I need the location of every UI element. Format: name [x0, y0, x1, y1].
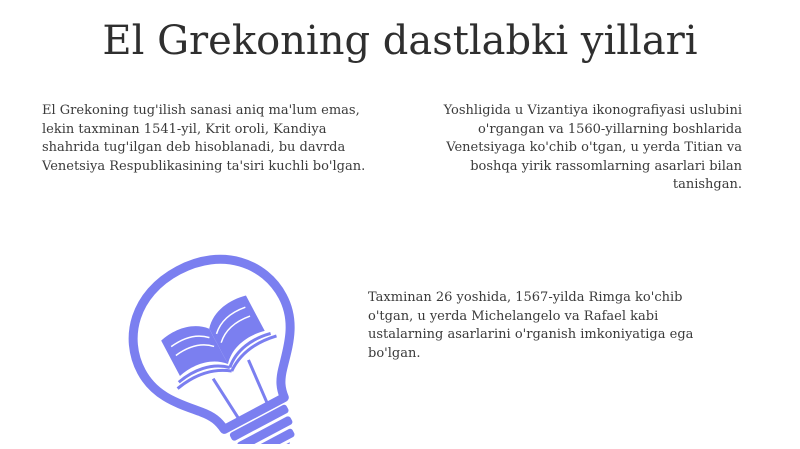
- paragraph-rome: Taxminan 26 yoshida, 1567-yilda Rimga ko'chib o'tgan, u yerda Michelangelo va Rafael kabi ustalarning asarlarini o'rganish imkoniyatiga ega bo'lgan.: [368, 290, 694, 361]
- slide-title: El Grekoning dastlabki yillari: [102, 18, 698, 64]
- lightbulb-book-icon: [100, 254, 310, 444]
- paragraph-birth: El Grekoning tug'ilish sanasi aniq ma'lum emas, lekin taxminan 1541-yil, Krit oroli, Kandiya shahrida tug'ilgan deb hisoblanadi, bu davrda Venetsiya Respublikasining ta'siri kuchli bo'lgan.: [42, 103, 366, 174]
- book-icon: [153, 290, 281, 397]
- paragraph-youth: Yoshligida u Vizantiya ikonografiyasi uslubini o'rgangan va 1560-yillarning boshlarida Venetsiyaga ko'chib o'tgan, u yerda Titian va boshqa yirik rassomlarning asarlari bilan tanishgan.: [443, 103, 742, 192]
